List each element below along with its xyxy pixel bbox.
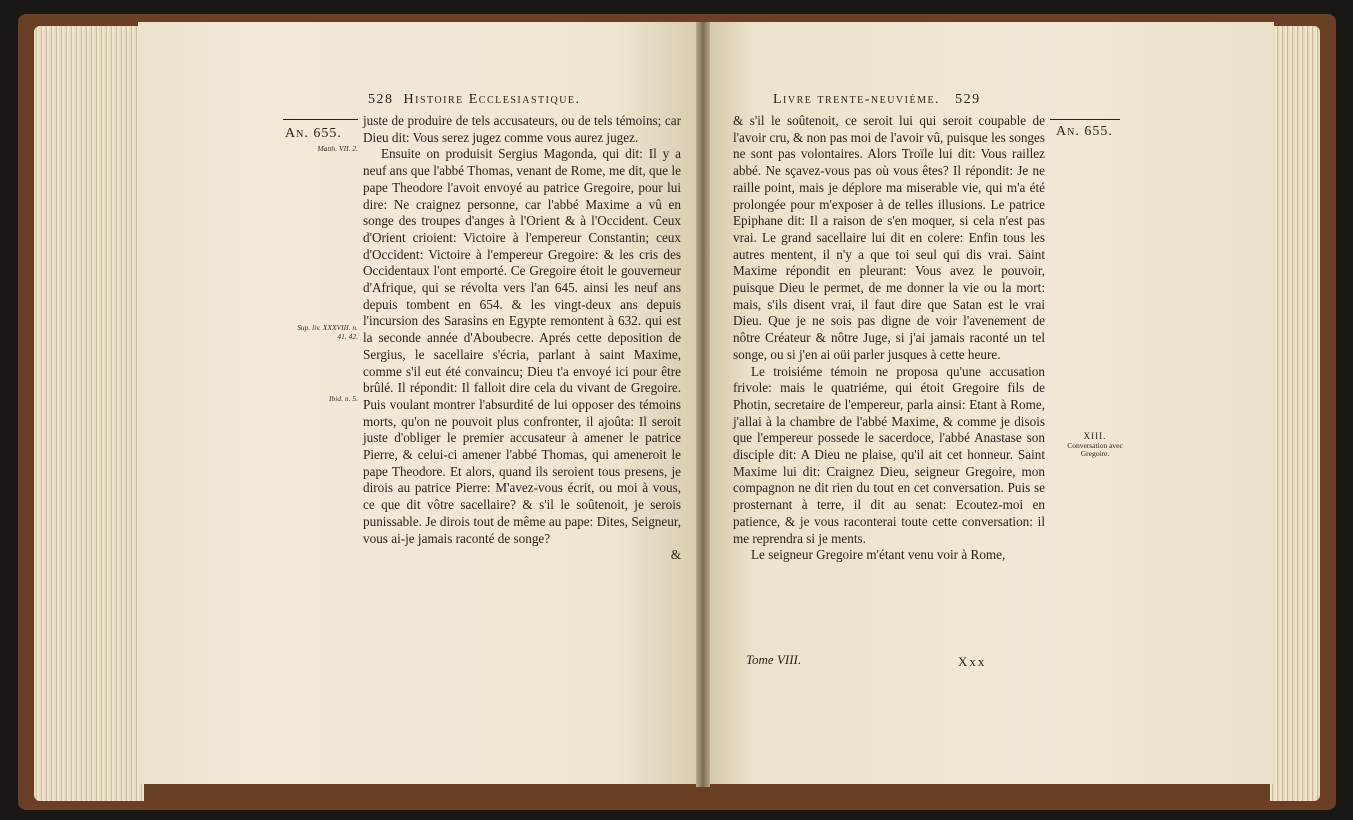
margin-note-matth: Matth. VII. 2. xyxy=(317,144,358,153)
page-edges-left xyxy=(34,26,144,801)
left-paragraph-1: juste de produire de tels accusateurs, ou de tels témoins; car Dieu dit: Vous serez jugez comme vous aurez jugez. xyxy=(363,113,681,145)
left-text-block xyxy=(363,113,681,564)
book-gutter xyxy=(696,22,710,787)
right-text-block xyxy=(733,113,1045,564)
left-page-number: 528 xyxy=(368,92,394,107)
left-year-note: An. 655. xyxy=(285,126,342,141)
left-year-rule xyxy=(283,119,358,120)
left-running-head xyxy=(368,92,581,108)
right-year-note: An. 655. xyxy=(1056,124,1113,139)
right-running-title: Livre trente-neuviéme. xyxy=(773,92,941,107)
page-edges-right xyxy=(1270,26,1320,801)
signature-mark: Xxx xyxy=(958,654,987,669)
right-year-rule xyxy=(1050,119,1120,120)
side-note-number: XIII. xyxy=(1083,431,1107,441)
right-paragraph-3: Le seigneur Gregoire m'étant venu voir à Rome, xyxy=(751,547,1006,563)
right-page-number: 529 xyxy=(955,92,981,107)
margin-note-ibid: Ibid. n. 5. xyxy=(329,394,358,403)
side-note xyxy=(1062,432,1128,459)
right-paragraph-1: & s'il le soûtenoit, ce seroit lui qui seroit coupable de l'avoir cru, & non pas moi de l'avoir vû, puisque les songes ne sont pas volontaires. Alors Troïle lui dit: Vous raillez abbé. Ne sçavez-vous pas où vous êtes? Il répondit: Je ne raille point, mais je déplore ma miserable vie, qui m'a été prolongée pour m'exposer à de telles illusions. Le patrice Epiphane dit: Il a raison de s'en moquer, si cela n'est pas vrai. Le grand sacellaire lui dit en colere: Enfin tous les autres mentent, il n'y a que toi seul qui dis vrai. Saint Maxime répondit en pleurant: Vous avez le pouvoir, puisque Dieu le permet, de me donner la vie ou la mort: mais, s'ils disent vrai, il faut dire que Satan est le vrai Dieu. Que je ne sois pas digne de voir l'avenement de nôtre Créateur & nôtre Juge, si j'ai jamais raconté un tel songe, ou si j'en ai oüi parler jusques à cette heure. xyxy=(733,113,1045,362)
tome-label: Tome VIII. xyxy=(746,652,802,667)
left-catchword: & xyxy=(670,547,681,563)
right-running-head xyxy=(773,92,981,108)
right-paragraph-2: Le troisiéme témoin ne proposa qu'une accusation frivole: mais le quatriéme, qui étoit Gregoire fils de Photin, secretaire de l'empereur, parla ainsi: Etant à Rome, j'allai à la chambre de l'abbé Maxime, & comme je disois que l'empereur possede le sacerdoce, l'abbé Anastase son disciple dit: A Dieu ne plaise, qu'il ait cet honneur. Saint Maxime lui dit: Craignez Dieu, seigneur Gregoire, mon compagnon ne dit rien du tout en cet conversation. Puis se prosternant à terre, il dit au senat: Ecoutez-moi en patience, & je vous raconterai toute cette conversation: il me reprendra si je ments. xyxy=(733,363,1045,546)
left-running-title: Histoire Ecclesiastique. xyxy=(403,92,581,107)
left-paragraph-2: Ensuite on produisit Sergius Magonda, qui dit: Il y a neuf ans que l'abbé Thomas, venant de Rome, me dit, que le pape Theodore l'avoit envoyé au patrice Gregoire, pour lui dire: Ne craignez personne, car l'abbé Maxime a vû en songe des troupes d'anges à l'Orient & à l'Occident. Ceux d'Orient crioient: Victoire à l'empereur Constantin; ceux d'Occident: Victoire à l'empereur Gregoire: & les cris des Occidentaux l'ont emporté. Ce Gregoire étoit le gouverneur d'Afrique, qui se révolta vers l'an 645. ainsi les neuf ans depuis tombent en 654. & les vingt-deux ans depuis l'incursion des Sarasins en Egypte remontent à 632. qui est la seconde année d'Aboubecre. Aprés cette deposition de Sergius, le sacellaire s'écria, parlant à saint Maxime, comme s'il eut été convaincu; Dieu t'a envoyé ici pour être brûlé. Il répondit: Il falloit dire cela du vivant de Gregoire. Puis voulant montrer l'absurdité de lui opposer des témoins morts, qu'on ne pouvoit plus confronter, il ajoûta: Il seroit juste d'obliger le premier accusateur à amener le patrice Pierre, & celui-ci amener l'abbé Thomas, qui ameneroit le pape Theodore. Et alors, quand ils seroient tous presens, je dirois au patrice Pierre: M'avez-vous écrit, ou moi à vous, ce que dit vôtre sacellaire? & s'il le soûtenoit, je serois punissable. Je dirois tout de même au pape: Dites, Seigneur, vous ai-je jamais raconté de songe? xyxy=(363,146,681,546)
margin-note-sup: Sup. liv. XXXVIII. n. 41. 42. xyxy=(297,323,358,341)
side-note-text: Conversation avec Gregoire. xyxy=(1067,440,1123,458)
